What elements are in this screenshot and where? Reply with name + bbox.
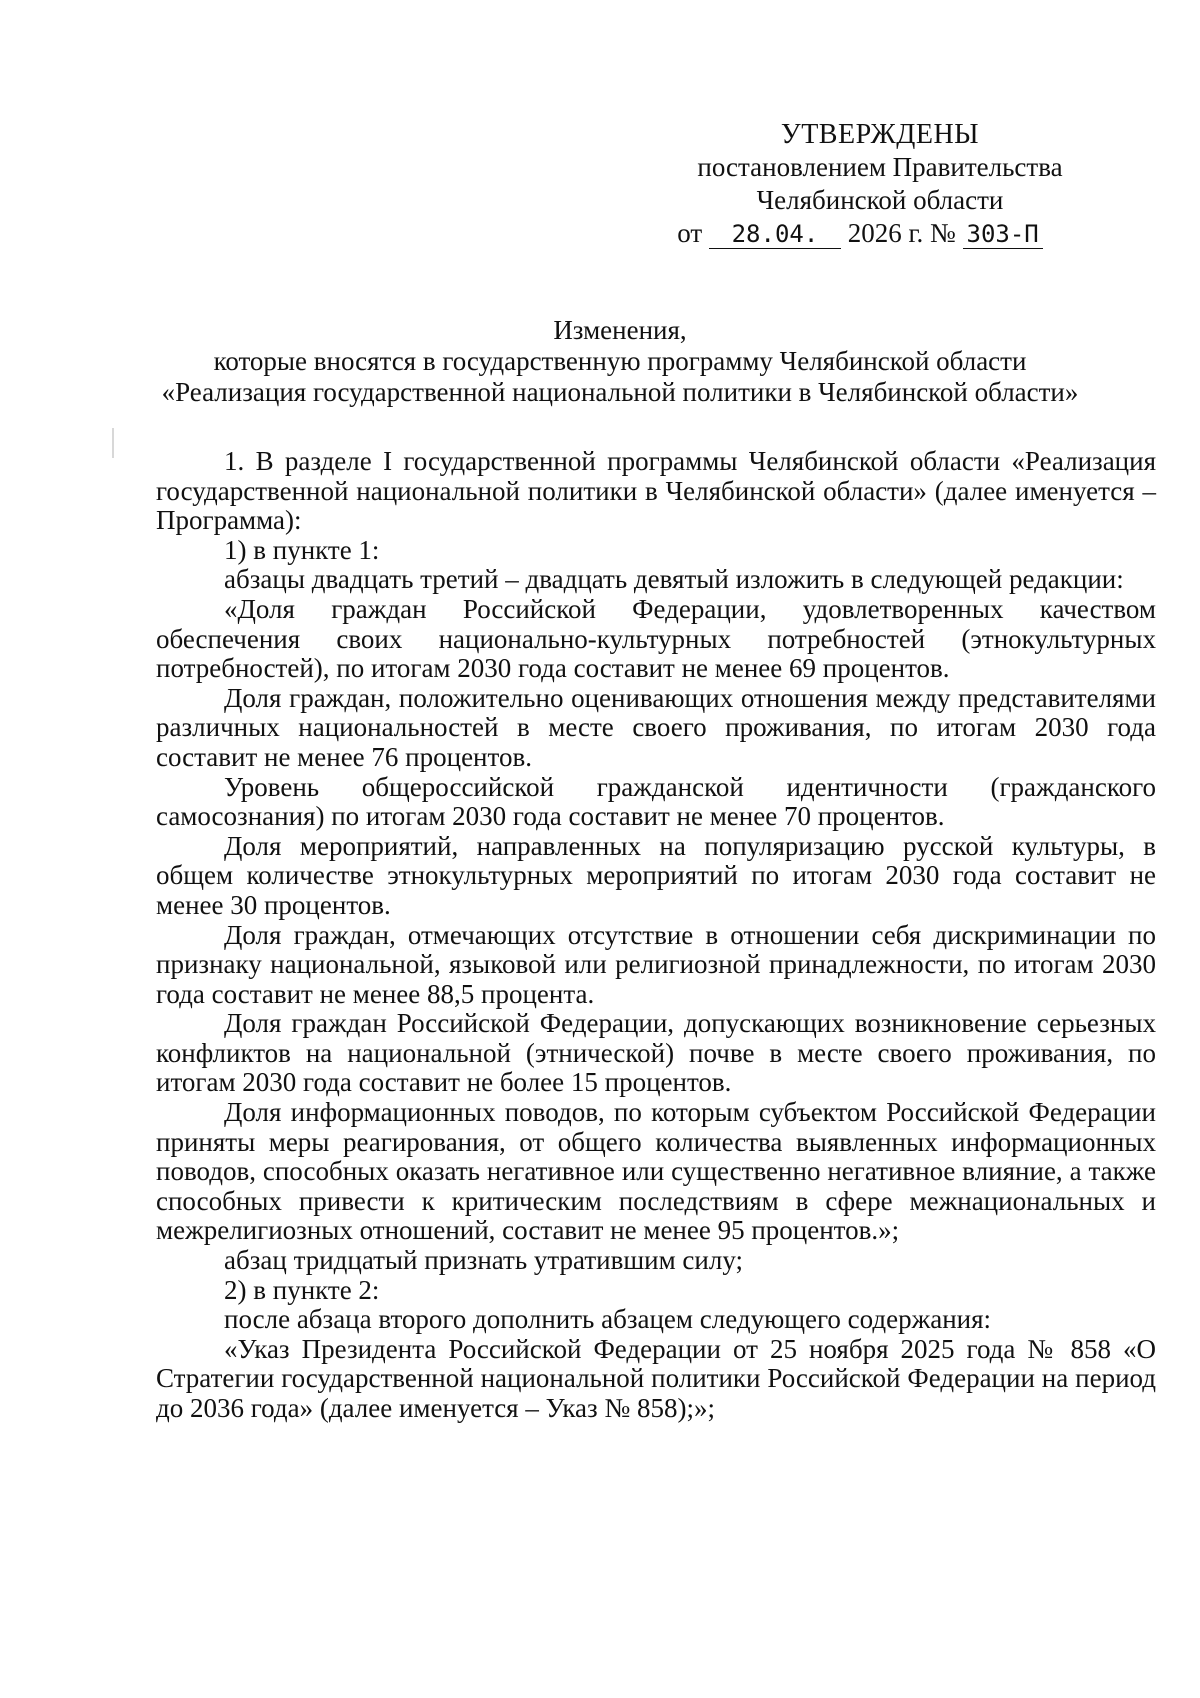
body-paragraph: Доля мероприятий, направленных на популяризацию русской культуры, в общем количестве этнокультурных мероприятий по итогам 2030 года составит не менее 30 процентов. [156,830,1156,920]
approval-dateline [600,217,1120,250]
body-paragraph: Уровень общероссийской гражданской идентичности (гражданского самосознания) по итогам 2030 года составит не менее 70 процентов. [156,771,1156,832]
body-paragraph: после абзаца второго дополнить абзацем следующего содержания: [224,1304,992,1335]
approval-number: 303-П [963,220,1043,249]
body-paragraph: Доля граждан Российской Федерации, допускающих возникновение серьезных конфликтов на национальной (этнической) почве в месте своего проживания, по итогам 2030 года составит не более 15 процентов. [156,1008,1156,1098]
approval-line-1: постановлением Правительства [697,152,1063,182]
title-line-3: «Реализация государственной национальной политики в Челябинской области» [161,377,1079,407]
body-paragraph: 2) в пункте 2: [224,1274,380,1305]
document-body [156,447,1156,1424]
body-paragraph: «Доля граждан Российской Федерации, удовлетворенных качеством обеспечения своих национально-культурных потребностей (этнокультурных потребностей), по итогам 2030 года составит не менее 69 процентов. [156,593,1156,684]
approval-line-2: Челябинской области [756,185,1004,215]
approval-prefix: от [677,218,703,248]
approval-date: 28.04. [709,220,841,249]
body-paragraph: Доля информационных поводов, по которым субъектом Российской Федерации приняты меры реагирования, от общего количества выявленных информационных поводов, способных оказать негативное или существенно негативное влияние, а также способных привести к критическим последствиям в сфере межнациональных и межрелигиозных отношений, составит не менее 95 процентов.»; [156,1097,1156,1246]
approval-year: 2026 г. № [847,218,956,248]
approval-block [640,118,1120,250]
approval-stamp: УТВЕРЖДЕНЫ [780,119,980,150]
body-paragraph: «Указ Президента Российской Федерации от 25 ноября 2025 года № 858 «О Стратегии государственной национальной политики Российской Федерации на период до 2036 года» (далее именуется – Указ № 858);»; [156,1333,1156,1423]
body-paragraph: Доля граждан, отмечающих отсутствие в отношении себя дискриминации по признаку национальной, языковой или религиозной принадлежности, по итогам 2030 года составит не менее 88,5 процента. [156,919,1156,1009]
scan-margin-mark [112,428,114,458]
body-paragraph: абзацы двадцать третий – двадцать девятый изложить в следующей редакции: [224,564,1124,595]
body-paragraph: абзац тридцатый признать утратившим силу; [224,1245,743,1276]
title-line-1: Изменения, [553,315,687,345]
document-title [120,315,1120,408]
title-line-2: которые вносятся в государственную программу Челябинской области [213,346,1027,376]
body-paragraph: 1) в пункте 1: [224,534,380,565]
body-paragraph: 1. В разделе I государственной программы Челябинской области «Реализация государственной национальной политики в Челябинской области» (далее именуется – Программа): [156,446,1156,536]
body-paragraph: Доля граждан, положительно оценивающих отношения между представителями различных национальностей в месте своего проживания, по итогам 2030 года составит не менее 76 процентов. [156,682,1156,772]
